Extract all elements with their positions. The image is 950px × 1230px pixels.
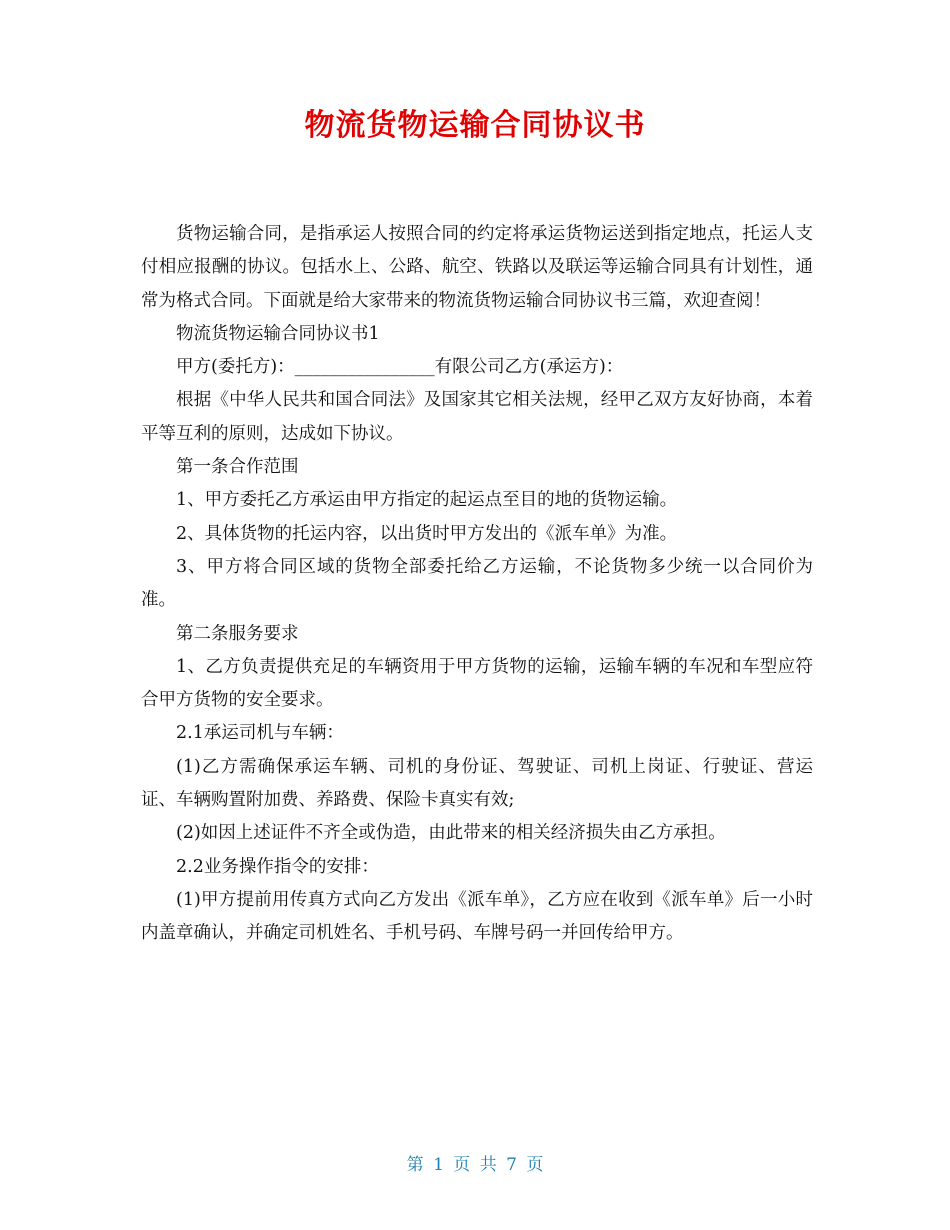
- paragraph-section-2-1-item-1: (1)乙方需确保承运车辆、司机的身份证、驾驶证、司机上岗证、行驶证、营运证、车辆购置附加费、养路费、保险卡真实有效;: [141, 756, 813, 811]
- paragraph-contract-heading: 物流货物运输合同协议书1: [176, 323, 380, 344]
- paragraph-article-2-item-1: 1、乙方负责提供充足的车辆资用于甲方货物的运输，运输车辆的车况和车型应符合甲方货物的安全要求。: [141, 656, 813, 711]
- paragraph-section-2-2: 2.2业务操作指令的安排：: [176, 856, 379, 877]
- paragraph-article-2-heading: 第二条服务要求: [176, 623, 299, 644]
- page-footer: 第 1 页 共 7 页: [406, 1155, 544, 1175]
- paragraph-article-1-item-1: 1、甲方委托乙方承运由甲方指定的起运点至目的地的货物运输。: [176, 490, 678, 511]
- paragraph-section-2-1-item-2: (2)如因上述证件不齐全或伪造，由此带来的相关经济损失由乙方承担。: [176, 823, 726, 844]
- paragraph-section-2-1: 2.1承运司机与车辆：: [176, 723, 344, 744]
- paragraph-article-1-item-3: 3、甲方将合同区域的货物全部委托给乙方运输，不论货物多少统一以合同价为准。: [141, 556, 813, 611]
- paragraph-preamble: 根据《中华人民共和国合同法》及国家其它相关法规，经甲乙双方友好协商，本着平等互利的原则，达成如下协议。: [141, 390, 813, 444]
- paragraph-article-1-heading: 第一条合作范围: [176, 457, 299, 478]
- document-title: 物流货物运输合同协议书: [304, 108, 646, 143]
- document-body: [141, 218, 813, 951]
- paragraph-section-2-2-item-1: (1)甲方提前用传真方式向乙方发出《派车单》，乙方应在收到《派车单》后一小时内盖章确认，并确定司机姓名、手机号码、车牌号码一并回传给甲方。: [141, 889, 813, 944]
- paragraph-article-1-item-2: 2、具体货物的托运内容，以出货时甲方发出的《派车单》为准。: [176, 523, 678, 544]
- paragraph-parties: 甲方(委托方)：________________有限公司乙方(承运方)：: [176, 357, 624, 378]
- paragraph-intro: 货物运输合同，是指承运人按照合同的约定将承运货物运送到指定地点，托运人支付相应报酬的协议。包括水上、公路、航空、铁路以及联运等运输合同具有计划性，通常为格式合同。下面就是给大家带来的物流货物运输合同协议书三篇，欢迎查阅！: [141, 224, 813, 311]
